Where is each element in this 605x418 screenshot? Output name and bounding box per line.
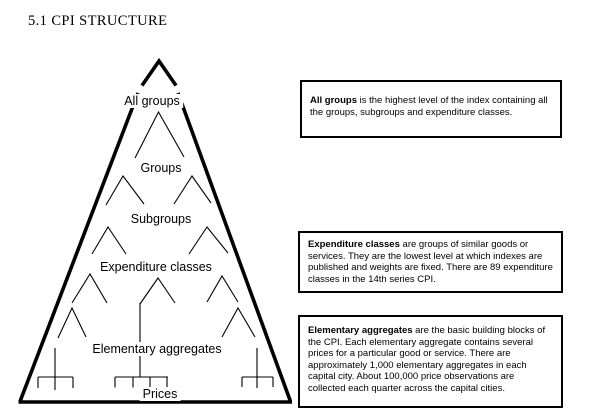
callout-all-groups-body: is the highest level of the index containing all the groups, subgroups and expenditure classes. — [310, 95, 548, 118]
callout-elementary-aggregates — [298, 315, 563, 408]
pyramid-level-prices: Prices — [140, 387, 181, 401]
prices-comb-left — [38, 348, 73, 390]
branch-groups-right — [174, 176, 211, 204]
callout-expenditure-classes-term: Expenditure classes — [308, 239, 400, 250]
pyramid-level-expenditure-classes: Expenditure classes — [100, 260, 212, 274]
prices-comb-right — [242, 348, 273, 388]
branch-expclasses-center — [140, 278, 175, 304]
branch-elemagg-right — [222, 308, 255, 337]
pyramid-level-subgroups: Subgroups — [130, 212, 192, 226]
callout-expenditure-classes-body: are groups of similar goods or services. They are the lowest level at which indexes are published and weights are fixed. There are 89 expenditure classes in the 14th series CPI. — [308, 239, 553, 285]
branch-expclasses-left — [72, 274, 107, 303]
branch-groups-left — [106, 176, 144, 205]
pyramid-level-all-groups: All groups — [121, 94, 183, 108]
prices-comb-center — [115, 377, 168, 388]
branch-subgroups-left — [92, 227, 126, 254]
page-title: 5.1 CPI STRUCTURE — [28, 13, 168, 29]
callout-elementary-aggregates-term: Elementary aggregates — [308, 325, 413, 336]
branch-elemagg-left — [58, 308, 86, 338]
branch-expclasses-right — [207, 276, 238, 302]
callout-elementary-aggregates-text — [308, 325, 553, 394]
callout-all-groups-term: All groups — [310, 95, 357, 106]
pyramid-level-elementary-aggregates: Elementary aggregates — [92, 342, 222, 356]
callout-all-groups — [300, 80, 562, 138]
callout-expenditure-classes — [298, 231, 563, 293]
callout-expenditure-classes-text — [308, 239, 553, 285]
pyramid-apex — [142, 61, 176, 86]
branch-subgroups-right — [189, 227, 228, 254]
branch-allgroups-to-groups — [135, 112, 184, 158]
pyramid-level-groups: Groups — [140, 161, 182, 175]
callout-all-groups-text — [310, 95, 552, 118]
callout-elementary-aggregates-body: are the basic building blocks of the CPI. Each elementary aggregate contains several prices for a particular good or service. There are approximately 1,000 elementary aggregates in each capital city. About 100,000 price observations are collected each quarter across the capital cities. — [308, 325, 546, 394]
